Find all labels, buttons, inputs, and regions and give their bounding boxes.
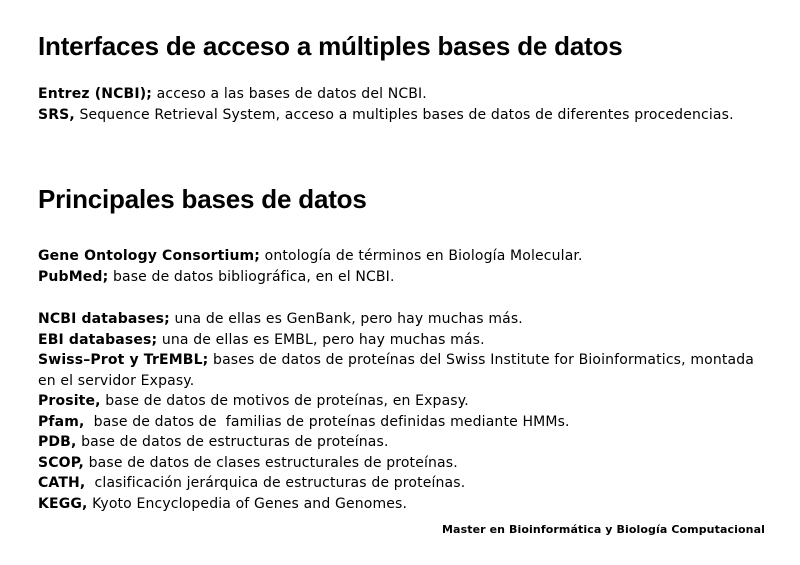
entry-description: una de ellas es GenBank, pero hay muchas más. — [169, 311, 523, 327]
entry-description: Kyoto Encyclopedia of Genes and Genomes. — [87, 495, 408, 512]
entry-description: acceso a las bases de datos del NCBI. — [152, 86, 427, 102]
entry-srs — [38, 105, 768, 126]
entry-term: PubMed; — [38, 268, 109, 285]
entry-pfam — [38, 412, 768, 433]
entry-description: base de datos bibliográfica, en el NCBI. — [108, 268, 395, 285]
entry-description: bases de datos de proteínas del Swiss Institute for Bioinformatics, montada en el servidor Expasy. — [38, 352, 754, 389]
entry-description: base de datos de familias de proteínas definidas mediante HMMs. — [84, 413, 570, 430]
databases-list-group-1 — [38, 246, 768, 287]
entry-term: Pfam, — [38, 413, 85, 430]
entry-cath — [38, 473, 768, 494]
entry-term: Entrez (NCBI); — [38, 86, 153, 102]
entry-term: Gene Ontology Consortium; — [38, 248, 261, 264]
interfaces-list — [38, 84, 768, 125]
databases-list-group-2 — [38, 309, 768, 514]
section-title-interfaces: Interfaces de acceso a múltiples bases de datos — [38, 31, 623, 61]
entry-term: EBI databases; — [38, 331, 158, 348]
entry-term: SCOP, — [38, 454, 85, 471]
entry-term: Prosite, — [38, 393, 101, 409]
entry-description: base de datos de clases estructurales de proteínas. — [84, 454, 458, 471]
entry-ebi-databases — [38, 330, 768, 351]
entry-kegg — [38, 494, 768, 515]
entry-description: base de datos de motivos de proteínas, en Expasy. — [100, 393, 469, 409]
entry-term: NCBI databases; — [38, 311, 170, 327]
entry-term: PDB, — [38, 434, 77, 450]
entry-description: una de ellas es EMBL, pero hay muchas más. — [157, 331, 485, 348]
entry-description: clasificación jerárquica de estructuras de proteínas. — [85, 475, 466, 491]
entry-ncbi-databases — [38, 309, 768, 330]
entry-term: KEGG, — [38, 495, 88, 512]
entry-description: Sequence Retrieval System, acceso a multiples bases de datos de diferentes procedencias. — [74, 106, 734, 123]
entry-swissprot-trembl — [38, 350, 768, 391]
entry-term: SRS, — [38, 106, 75, 123]
entry-description: base de datos de estructuras de proteínas. — [76, 434, 389, 450]
entry-term: Swiss–Prot y TrEMBL; — [38, 352, 209, 368]
entry-entrez — [38, 84, 768, 105]
entry-pubmed — [38, 267, 768, 288]
entry-term: CATH, — [38, 475, 86, 491]
entry-scop — [38, 453, 768, 474]
footer-course-name: Master en Bioinformática y Biología Computacional — [442, 523, 765, 536]
section-title-principales: Principales bases de datos — [38, 184, 367, 214]
entry-gene-ontology — [38, 246, 768, 267]
entry-pdb — [38, 432, 768, 453]
entry-description: ontología de términos en Biología Molecular. — [260, 248, 583, 264]
entry-prosite — [38, 391, 768, 412]
